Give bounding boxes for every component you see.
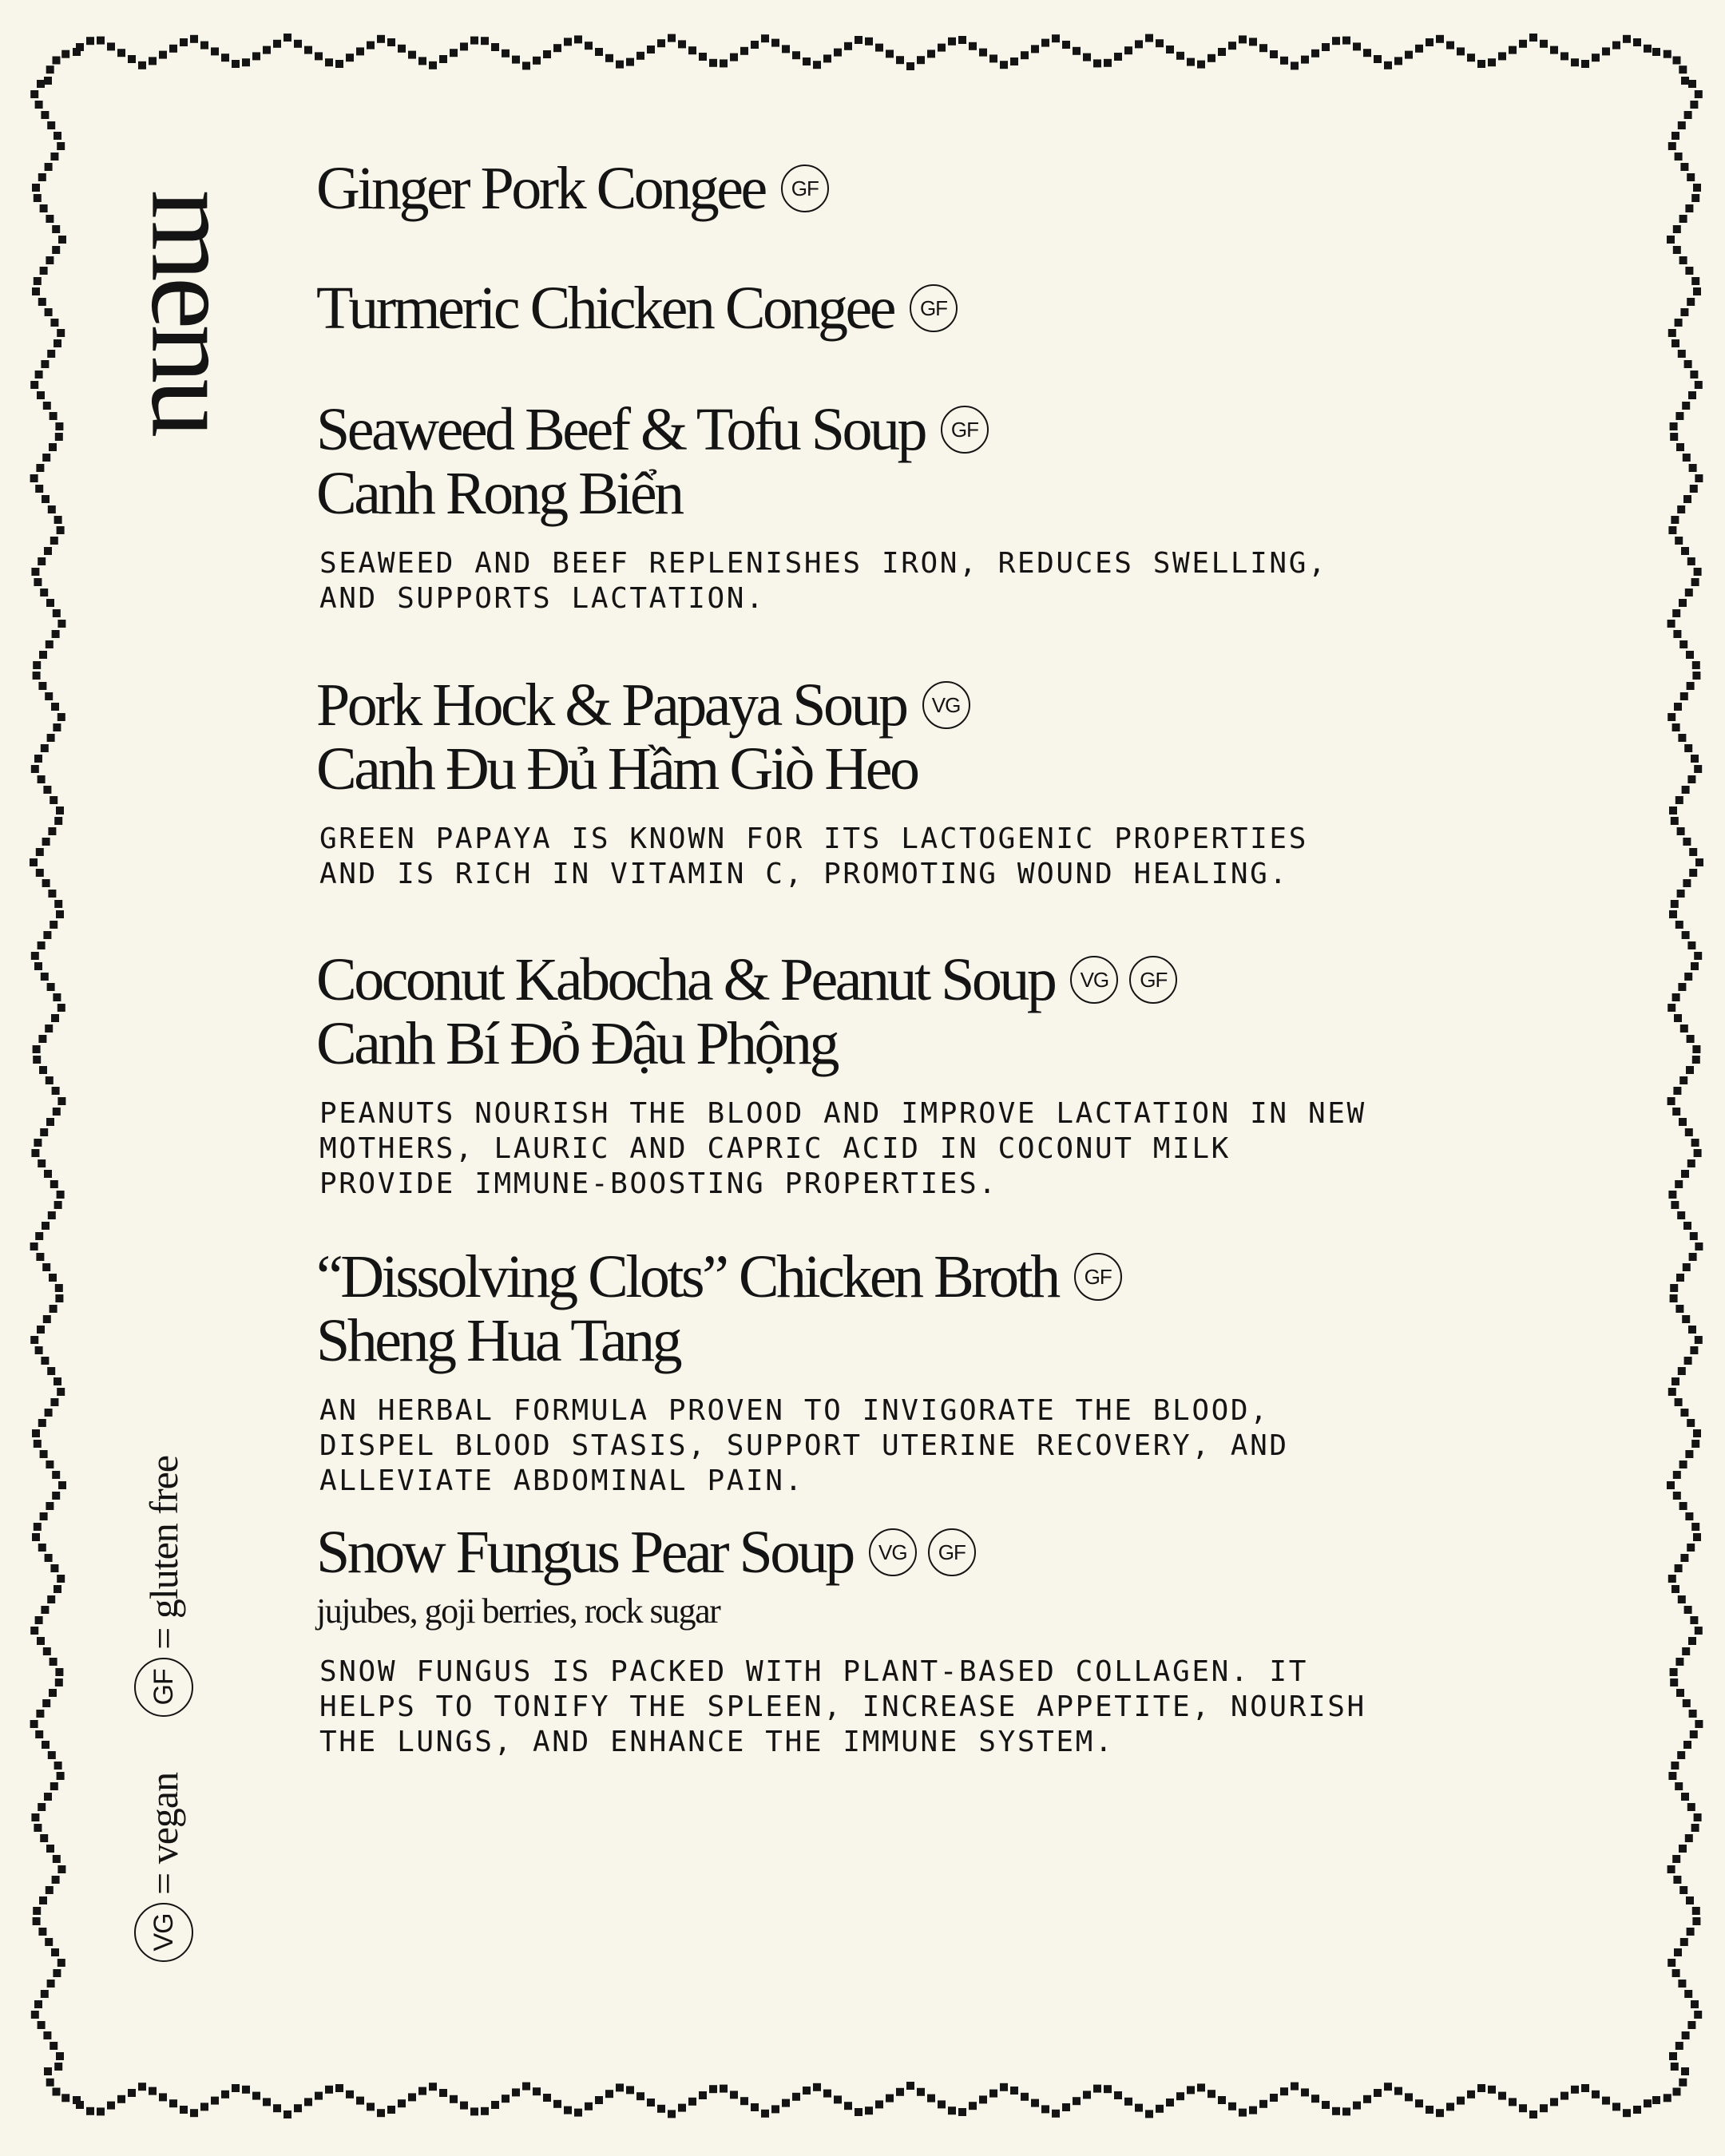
item-name: Turmeric Chicken Congee [316, 275, 894, 342]
dietary-legend [120, 1405, 208, 2012]
legend-vegan-text: = vegan [141, 1772, 186, 1895]
gluten-free-badge: GF [134, 1658, 193, 1717]
item-ingredients: jujubes, goji berries, rock sugar [316, 1591, 720, 1631]
item-vietnamese-name: Canh Rong Biển [316, 460, 682, 527]
gluten-free-badge: GF [1074, 1253, 1122, 1301]
item-description: SEAWEED AND BEEF REPLENISHES IRON, REDUCES SWELLING, AND SUPPORTS LACTATION. [319, 547, 1328, 615]
item-description: SNOW FUNGUS IS PACKED WITH PLANT-BASED COLLAGEN. IT HELPS TO TONIFY THE SPLEEN, INCREASE APPETITE, NOURISH THE LUNGS, AND ENHANCE THE IMMUNE SYSTEM. [319, 1655, 1366, 1758]
item-name: Ginger Pork Congee [316, 155, 765, 222]
item-chinese-name: Sheng Hua Tang [316, 1307, 680, 1374]
item-vietnamese-name: Canh Bí Đỏ Đậu Phộng [316, 1010, 837, 1077]
item-vietnamese-name: Canh Đu Đủ Hầm Giò Heo [316, 735, 918, 803]
item-description: PEANUTS NOURISH THE BLOOD AND IMPROVE LACTATION IN NEW MOTHERS, LAURIC AND CAPRIC ACID IN COCONUT MILK PROVIDE IMMUNE-BOOSTING PROPERTIES. [319, 1097, 1366, 1200]
menu-item [316, 948, 1594, 1202]
item-name: Coconut Kabocha & Peanut Soup [316, 946, 1055, 1013]
item-name: Seaweed Beef & Tofu Soup [316, 396, 925, 463]
legend-gluten-free [134, 1456, 193, 1717]
item-name: Snow Fungus Pear Soup [316, 1519, 853, 1586]
item-name: “Dissolving Clots” Chicken Broth [316, 1243, 1058, 1310]
gluten-free-badge: GF [1129, 956, 1177, 1004]
gluten-free-badge: GF [928, 1528, 976, 1576]
menu-item [316, 1520, 1594, 1760]
item-description: AN HERBAL FORMULA PROVEN TO INVIGORATE THE BLOOD, DISPEL BLOOD STASIS, SUPPORT UTERINE RECOVERY, AND ALLEVIATE ABDOMINAL PAIN. [319, 1394, 1289, 1497]
item-name: Pork Hock & Papaya Soup [316, 672, 906, 739]
vegan-badge: VG [1070, 956, 1118, 1004]
menu-item [316, 157, 1594, 220]
menu-item [316, 1245, 1594, 1499]
gluten-free-badge: GF [781, 164, 829, 212]
legend-gluten-free-text: = gluten free [141, 1456, 186, 1650]
menu-item [316, 673, 1594, 892]
menu-title-text: menu [126, 189, 257, 434]
legend-vegan [134, 1773, 193, 1962]
menu-item [316, 276, 1594, 340]
gluten-free-badge: GF [910, 284, 958, 332]
menu-item [316, 398, 1594, 616]
vegan-badge: VG [134, 1903, 193, 1962]
vegan-badge: VG [922, 681, 970, 729]
item-description: GREEN PAPAYA IS KNOWN FOR ITS LACTOGENIC PROPERTIES AND IS RICH IN VITAMIN C, PROMOTING WOUND HEALING. [319, 822, 1308, 890]
menu-title [126, 160, 257, 463]
vegan-badge: VG [869, 1528, 917, 1576]
gluten-free-badge: GF [941, 406, 989, 454]
